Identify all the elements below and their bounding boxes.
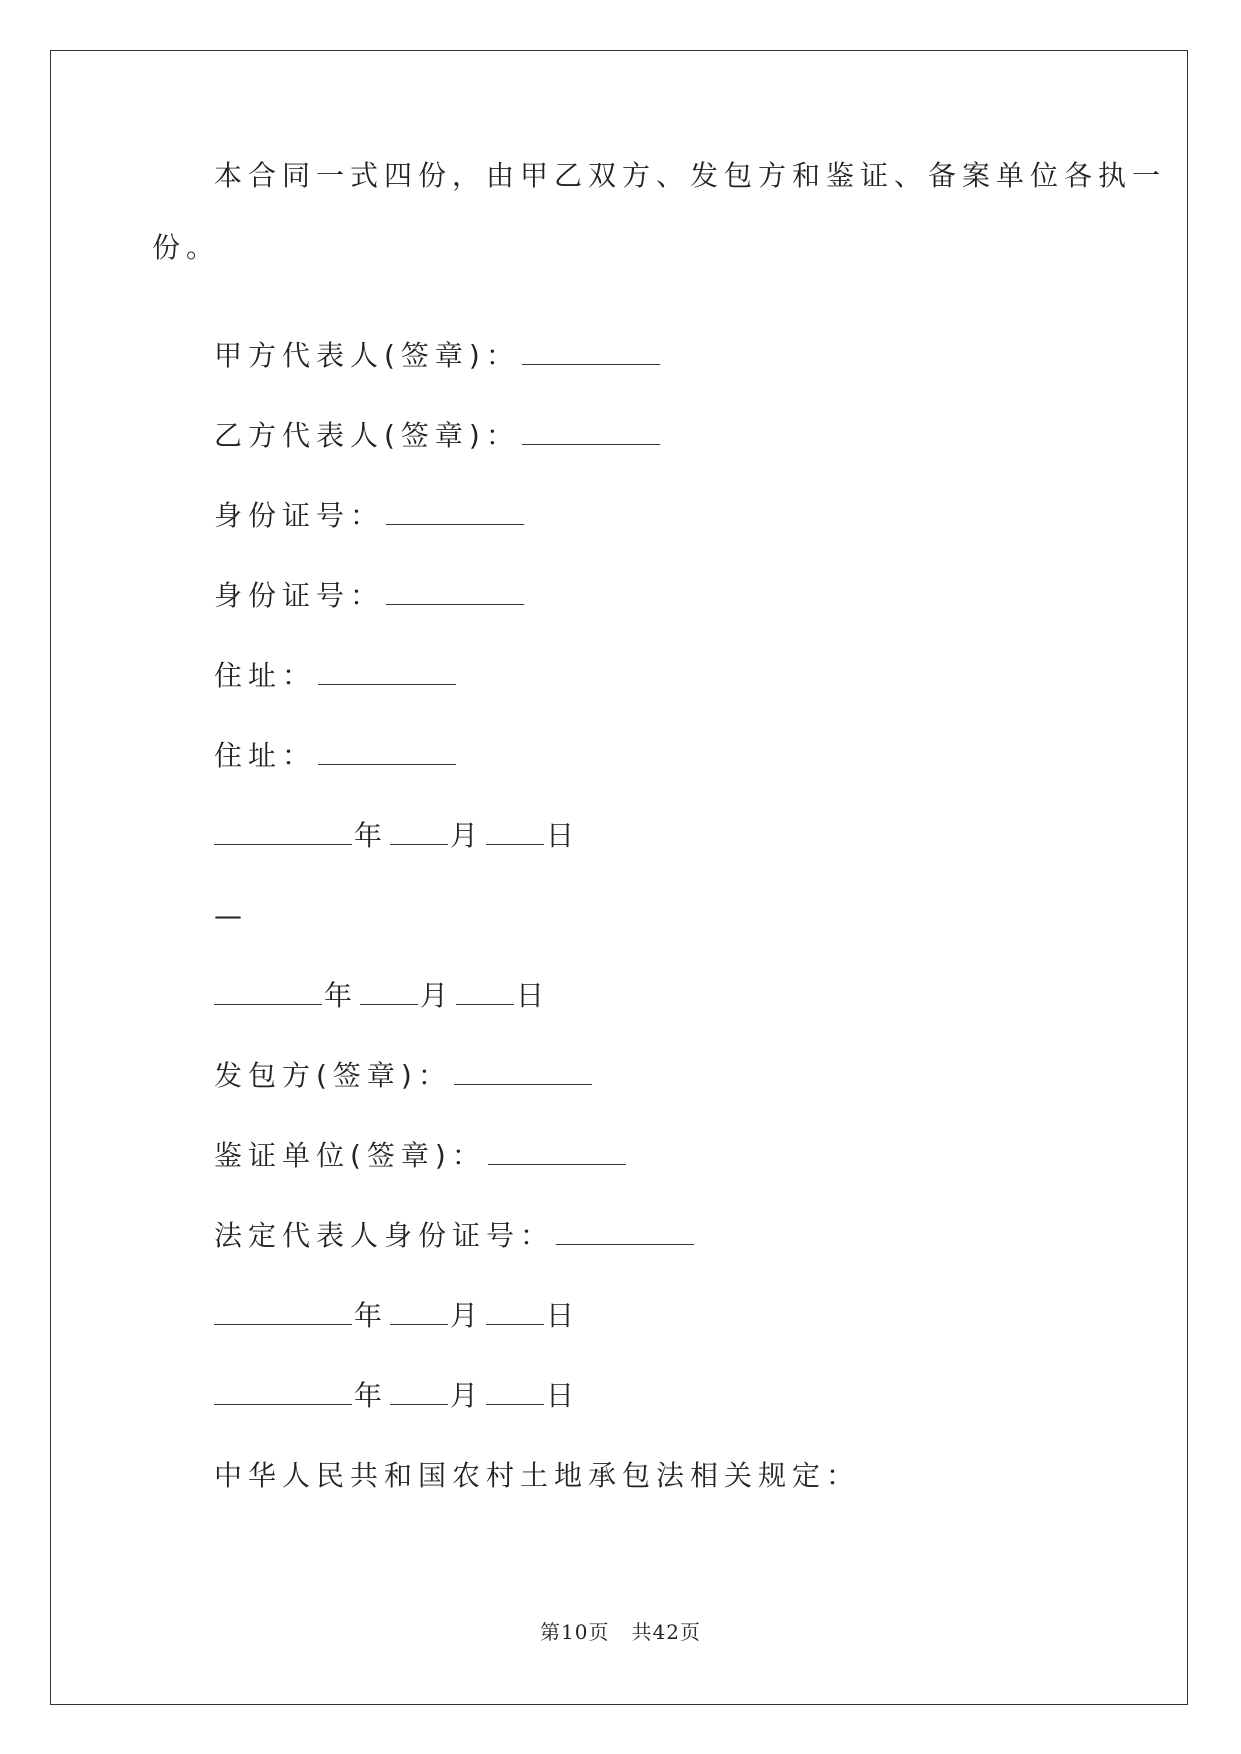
day-label-2: 日 — [516, 979, 551, 1012]
address-line-1 — [214, 658, 458, 694]
id-number-blank-2[interactable] — [386, 578, 524, 605]
party-a-blank[interactable] — [522, 338, 660, 365]
contractor-blank[interactable] — [454, 1058, 592, 1085]
verifier-signature-line — [214, 1138, 628, 1174]
day-label-4: 日 — [546, 1379, 581, 1412]
total-suffix: 页 — [679, 1620, 701, 1644]
year-label-1: 年 — [354, 819, 389, 852]
page-suffix: 页 — [588, 1620, 610, 1644]
party-b-blank[interactable] — [522, 418, 660, 445]
year-blank-2[interactable] — [214, 978, 322, 1005]
id-number-line-1 — [214, 498, 526, 534]
legal-rep-id-line — [214, 1218, 696, 1254]
address-label-1: 住址： — [214, 659, 317, 692]
year-label-3: 年 — [354, 1299, 389, 1332]
month-label-1: 月 — [450, 819, 485, 852]
page-prefix: 第 — [540, 1620, 562, 1644]
month-label-3: 月 — [450, 1299, 485, 1332]
verifier-label: 鉴证单位(签章)： — [214, 1139, 486, 1172]
year-blank-3[interactable] — [214, 1298, 352, 1325]
day-label-1: 日 — [546, 819, 581, 852]
id-number-label-2: 身份证号： — [214, 579, 385, 612]
month-blank-3[interactable] — [390, 1298, 448, 1325]
year-label-2: 年 — [324, 979, 359, 1012]
id-number-blank-1[interactable] — [386, 498, 524, 525]
id-number-line-2 — [214, 578, 526, 614]
party-b-signature-line — [214, 418, 662, 454]
contractor-signature-line — [214, 1058, 594, 1094]
intro-paragraph-line2: 份。 — [152, 231, 221, 264]
month-blank-2[interactable] — [360, 978, 418, 1005]
year-label-4: 年 — [354, 1379, 389, 1412]
day-blank-3[interactable] — [486, 1298, 544, 1325]
page-current: 10 — [561, 1620, 589, 1644]
day-label-3: 日 — [546, 1299, 581, 1332]
month-blank-1[interactable] — [390, 818, 448, 845]
address-line-2 — [214, 738, 458, 774]
dash-line: — — [214, 899, 248, 932]
date-line-3 — [214, 1298, 580, 1334]
year-blank-1[interactable] — [214, 818, 352, 845]
party-a-label: 甲方代表人(签章)： — [214, 339, 520, 372]
date-line-4 — [214, 1378, 580, 1414]
day-blank-2[interactable] — [456, 978, 514, 1005]
total-prefix: 共 — [631, 1620, 653, 1644]
address-label-2: 住址： — [214, 739, 317, 772]
address-blank-2[interactable] — [318, 738, 456, 765]
month-label-4: 月 — [450, 1379, 485, 1412]
id-number-label-1: 身份证号： — [214, 499, 385, 532]
address-blank-1[interactable] — [318, 658, 456, 685]
day-blank-1[interactable] — [486, 818, 544, 845]
contractor-label: 发包方(签章)： — [214, 1059, 452, 1092]
month-label-2: 月 — [420, 979, 455, 1012]
closing-heading: 中华人民共和国农村土地承包法相关规定： — [214, 1459, 861, 1492]
party-a-signature-line — [214, 338, 662, 374]
month-blank-4[interactable] — [390, 1378, 448, 1405]
verifier-blank[interactable] — [488, 1138, 626, 1165]
legal-rep-id-label: 法定代表人身份证号： — [214, 1219, 555, 1252]
date-line-2 — [214, 978, 550, 1014]
party-b-label: 乙方代表人(签章)： — [214, 419, 520, 452]
page-footer — [0, 1616, 1241, 1645]
page-frame — [50, 50, 1188, 1705]
date-line-1 — [214, 818, 580, 854]
year-blank-4[interactable] — [214, 1378, 352, 1405]
day-blank-4[interactable] — [486, 1378, 544, 1405]
page-total: 42 — [652, 1620, 680, 1644]
intro-paragraph-line1: 本合同一式四份，由甲乙双方、发包方和鉴证、备案单位各执一 — [214, 159, 1167, 192]
legal-rep-id-blank[interactable] — [556, 1218, 694, 1245]
